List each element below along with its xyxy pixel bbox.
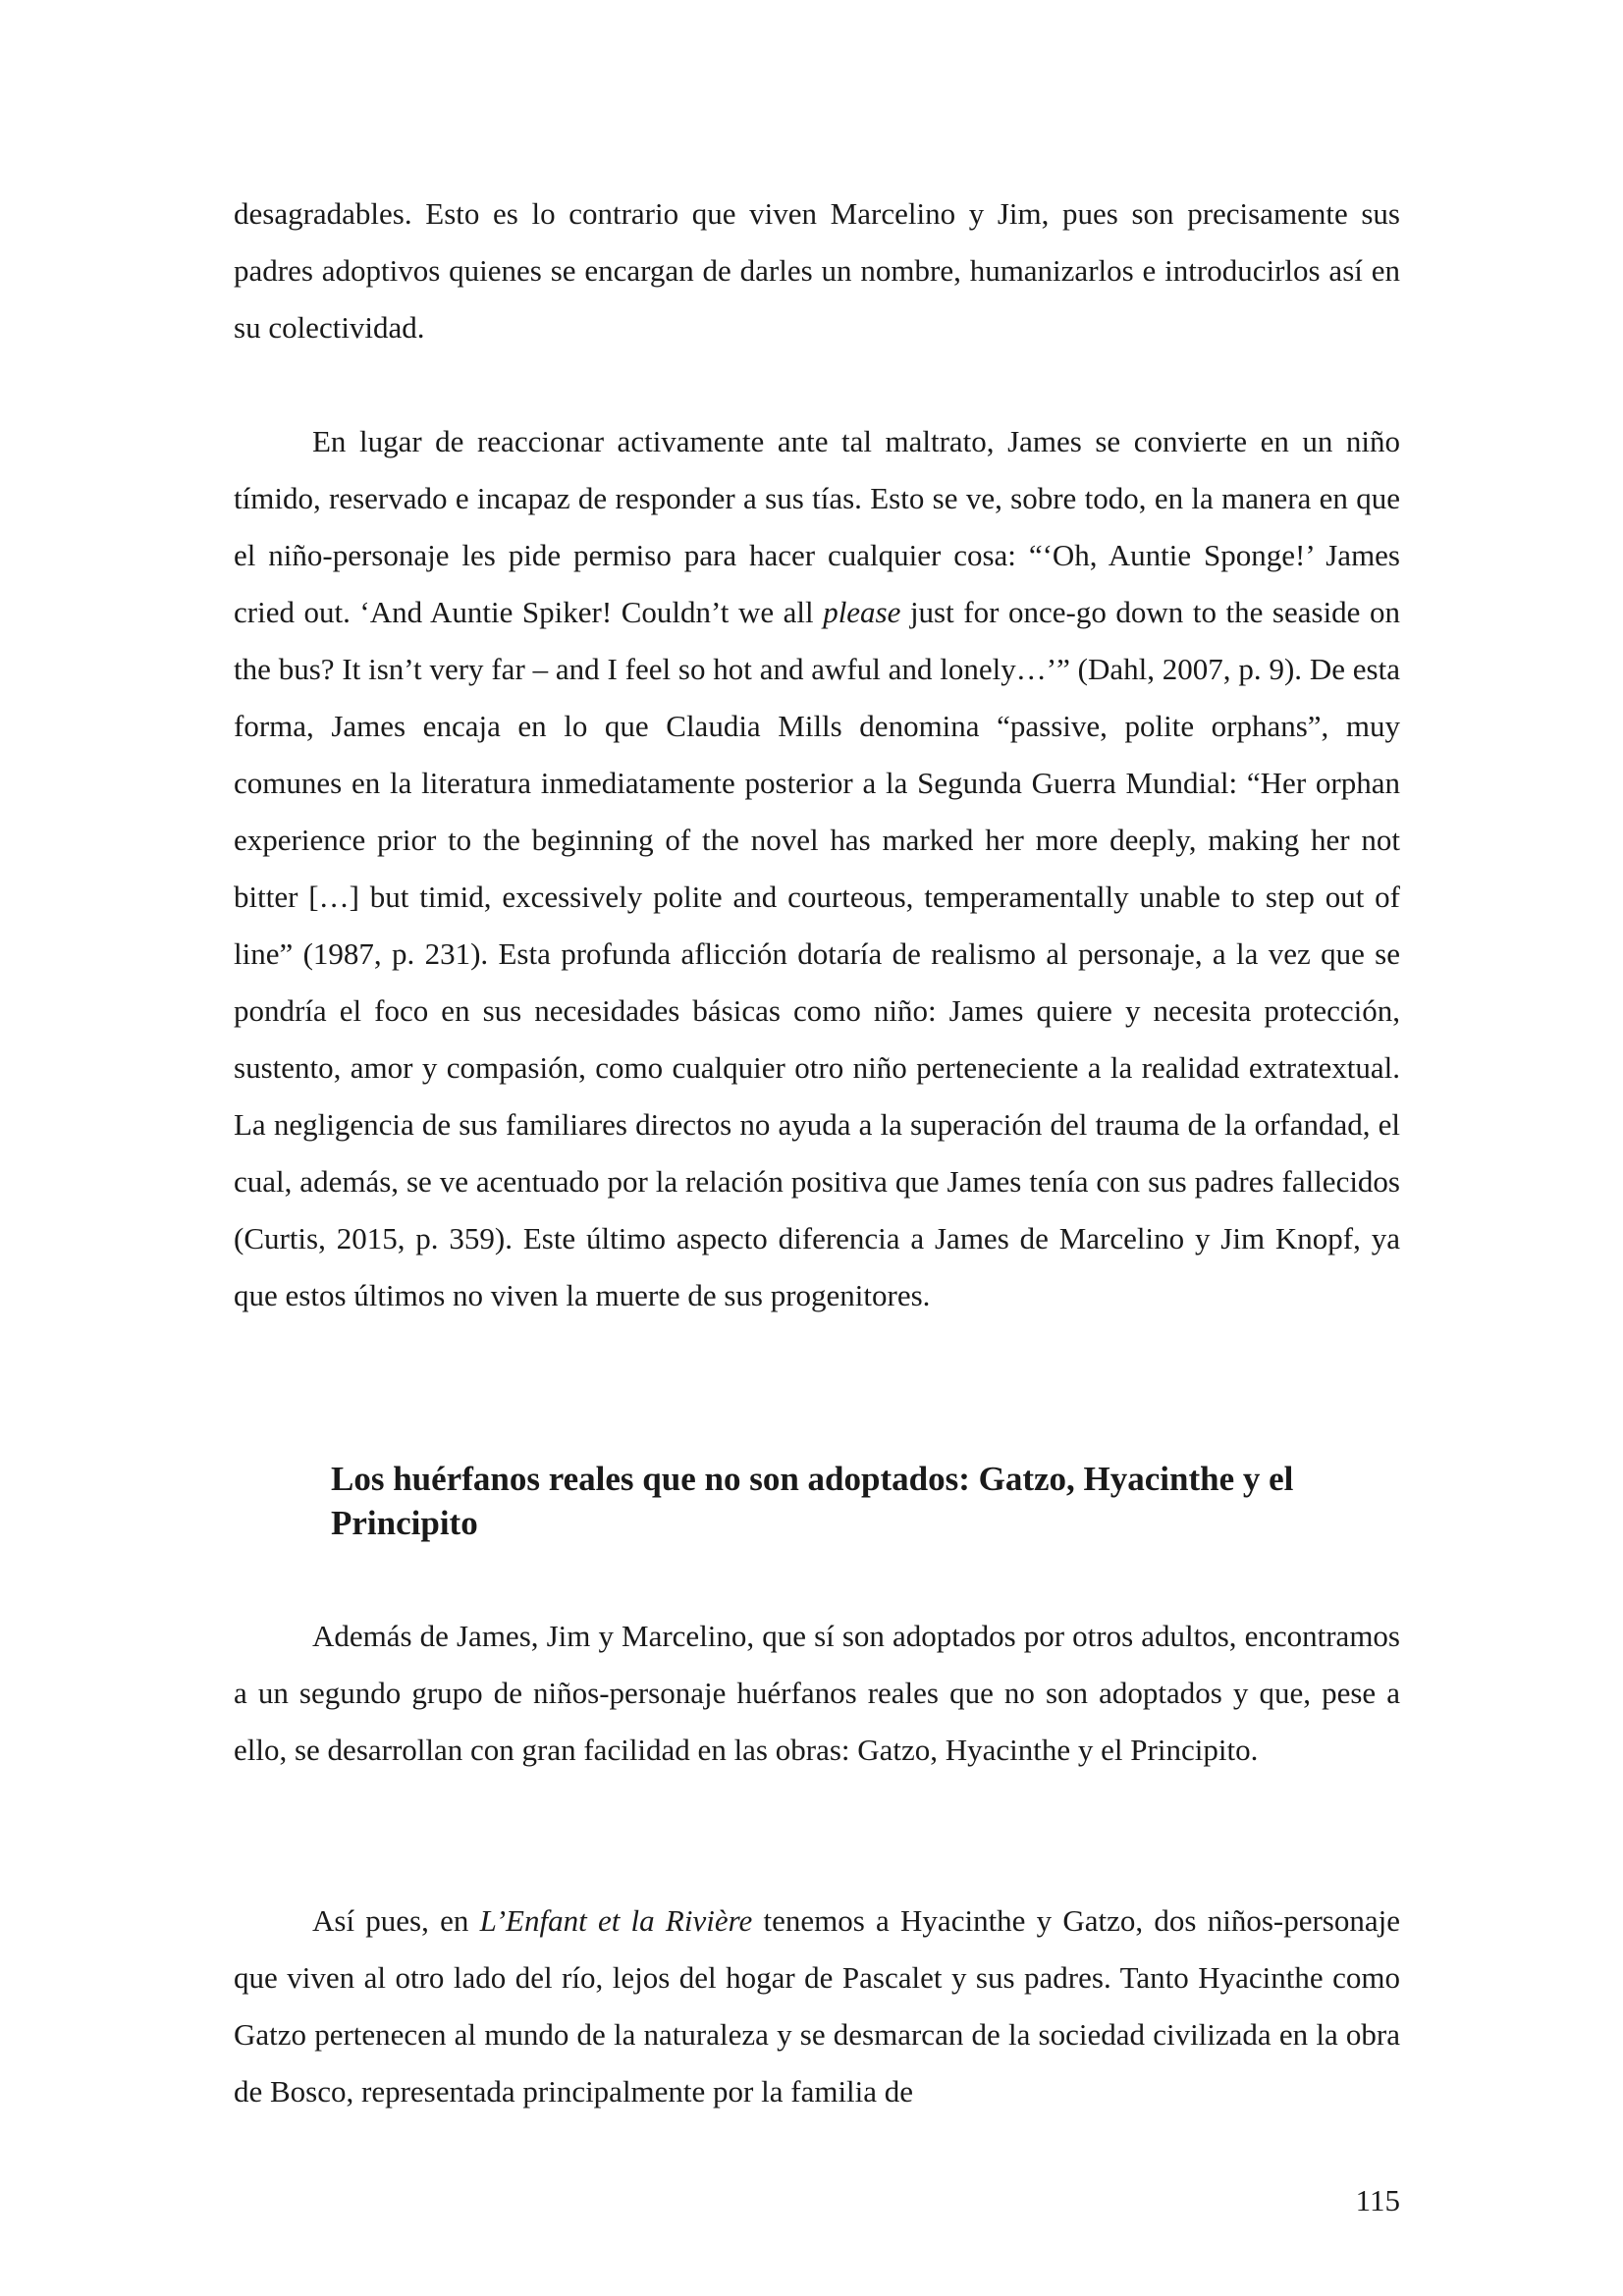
paragraph-3 (234, 1608, 1400, 1779)
paragraph-2 (234, 413, 1400, 1324)
paragraph-4-part-2: tenemos a Hyacinthe y Gatzo, dos niños-personaje que viven al otro lado del río, lejos del hogar de Pascalet y sus padres. Tanto Hyacinthe como Gatzo pertenecen al mundo de la naturaleza y se desmarcan de la sociedad civilizada en la obra de Bosco, representada principalmente por la familia de (234, 1903, 1400, 2109)
paragraph-4 (234, 1893, 1400, 2120)
paragraph-1-text: desagradables. Esto es lo contrario que viven Marcelino y Jim, pues son precisamente sus padres adoptivos quienes se encargan de darles un nombre, humanizarlos e introducirlos así en su colectividad. (234, 196, 1400, 345)
paragraph-3-text: Además de James, Jim y Marcelino, que sí son adoptados por otros adultos, encontramos a un segundo grupo de niños-personaje huérfanos reales que no son adoptados y que, pese a ello, se desarrollan con gran facilidad en las obras: Gatzo, Hyacinthe y el Principito. (234, 1619, 1400, 1767)
paragraph-4-italic: L’Enfant et la Rivière (479, 1903, 753, 1938)
section-heading: Los huérfanos reales que no son adoptados: Gatzo, Hyacinthe y el Principito (331, 1460, 1294, 1542)
page-number: 115 (1355, 2183, 1400, 2217)
paragraph-4-part-1: Así pues, en (312, 1903, 480, 1938)
paragraph-2-text (234, 413, 1400, 1324)
paragraph-4-text (234, 1893, 1400, 2120)
paragraph-2-part-2: just for once-go down to the seaside on the bus? It isn’t very far – and I feel so hot and awful and lonely…’” (Dahl, 2007, p. 9). De esta forma, James encaja en lo que Claudia Mills denomina “passive, polite orphans”, muy comunes en la literatura inmediatamente posterior a la Segunda Guerra Mundial: “Her orphan experience prior to the beginning of the novel has marked her more deeply, making her not bitter […] but timid, excessively polite and courteous, temperamentally unable to step out of line” (1987, p. 231). Esta profunda aflicción dotaría de realismo al personaje, a la vez que se pondría el foco en sus necesidades básicas como niño: James quiere y necesita protección, sustento, amor y compasión, como cualquier otro niño perteneciente a la realidad extratextual. La negligencia de sus familiares directos no ayuda a la superación del trauma de la orfandad, el cual, además, se ve acentuado por la relación positiva que James tenía con sus padres fallecidos (Curtis, 2015, p. 359). Este último aspecto diferencia a James de Marcelino y Jim Knopf, ya que estos últimos no viven la muerte de sus progenitores. (234, 595, 1400, 1312)
paragraph-2-part-1: En lugar de reaccionar activamente ante tal maltrato, James se convierte en un niño tímido, reservado e incapaz de responder a sus tías. Esto se ve, sobre todo, en la manera en que el niño-personaje les pide permiso para hacer cualquier cosa: “‘Oh, Auntie Sponge!’ James cried out. ‘And Auntie Spiker! Couldn’t we all (234, 424, 1400, 629)
paragraph-1 (234, 186, 1400, 356)
paragraph-2-italic: please (823, 595, 901, 629)
